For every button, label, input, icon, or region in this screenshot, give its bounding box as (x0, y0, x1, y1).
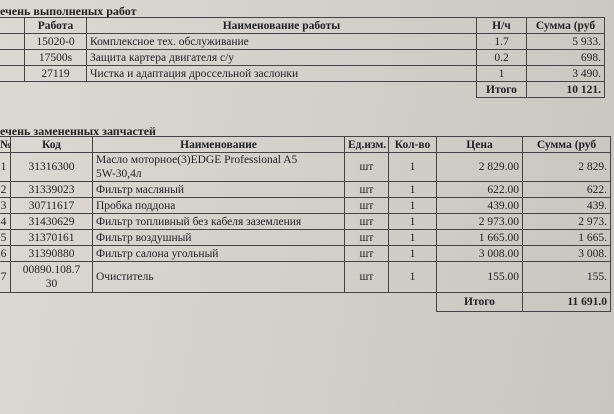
parts-header-unit: Ед.изм. (345, 137, 389, 153)
part-price: 2 829.00 (437, 153, 523, 182)
part-unit: шт (345, 153, 389, 182)
parts-header-number: № (0, 137, 11, 153)
part-number: 2 (0, 182, 11, 198)
parts-row (0, 262, 611, 293)
works-header-name: Наименование работы (87, 18, 477, 34)
parts-header-code: Код (11, 137, 93, 153)
part-number: 3 (0, 198, 11, 214)
works-header-code: Работа (25, 18, 87, 34)
part-code: 31316300 (11, 153, 93, 182)
work-code: 15020-0 (25, 34, 87, 50)
work-name: Чистка и адаптация дроссельной заслонки (87, 66, 477, 82)
part-number: 1 (0, 153, 11, 182)
parts-header-qty: Кол-во (389, 137, 437, 153)
part-sum: 3 008. (523, 246, 611, 262)
parts-row (0, 153, 611, 182)
work-name: Комплексное тех. обслуживание (87, 34, 477, 50)
part-unit: шт (345, 246, 389, 262)
works-table (0, 17, 605, 98)
part-code: 31370161 (11, 230, 93, 246)
work-sum: 698. (527, 50, 605, 66)
parts-total-value: 11 691.0 (523, 293, 611, 312)
part-qty: 1 (389, 182, 437, 198)
work-code: 17500s (25, 50, 87, 66)
part-qty: 1 (389, 246, 437, 262)
parts-total-label: Итого (437, 293, 523, 312)
works-header-hours: Н/ч (477, 18, 527, 34)
part-name: Масло моторное(3)EDGE Professional A5 5W-30,4л (93, 153, 345, 182)
works-section-title: ечень выполненых работ (0, 4, 137, 18)
work-hours: 1 (477, 66, 527, 82)
part-code: 31430629 (11, 214, 93, 230)
part-sum: 439. (523, 198, 611, 214)
part-qty: 1 (389, 214, 437, 230)
part-price: 439.00 (437, 198, 523, 214)
part-code: 31390880 (11, 246, 93, 262)
part-name: Фильтр масляный (93, 182, 345, 198)
part-unit: шт (345, 182, 389, 198)
part-number: 6 (0, 246, 11, 262)
part-sum: 2 973. (523, 214, 611, 230)
work-hours: 0.2 (477, 50, 527, 66)
part-sum: 1 665. (523, 230, 611, 246)
part-qty: 1 (389, 262, 437, 293)
part-sum: 155. (523, 262, 611, 293)
works-header-row (0, 18, 605, 34)
part-name: Фильтр салона угольный (93, 246, 345, 262)
works-row (0, 50, 605, 66)
part-sum: 2 829. (523, 153, 611, 182)
part-code: 00890.108.7 30 (11, 262, 93, 293)
parts-row (0, 230, 611, 246)
part-number: 4 (0, 214, 11, 230)
part-name: Фильтр воздушный (93, 230, 345, 246)
parts-header-price: Цена (437, 137, 523, 153)
works-row (0, 34, 605, 50)
works-total-row (0, 82, 605, 98)
part-qty: 1 (389, 153, 437, 182)
parts-row (0, 198, 611, 214)
parts-table (0, 136, 611, 312)
part-code: 31339023 (11, 182, 93, 198)
part-name: Очиститель (93, 262, 345, 293)
part-code: 30711617 (11, 198, 93, 214)
work-sum: 5 933. (527, 34, 605, 50)
part-number: 5 (0, 230, 11, 246)
parts-total-row (0, 293, 611, 312)
part-unit: шт (345, 262, 389, 293)
work-hours: 1.7 (477, 34, 527, 50)
works-total-value: 10 121. (527, 82, 605, 98)
parts-header-sum: Сумма (руб (523, 137, 611, 153)
part-unit: шт (345, 214, 389, 230)
part-price: 2 973.00 (437, 214, 523, 230)
work-code: 27119 (25, 66, 87, 82)
part-price: 3 008.00 (437, 246, 523, 262)
work-name: Защита картера двигателя с/у (87, 50, 477, 66)
part-price: 622.00 (437, 182, 523, 198)
part-name: Пробка поддона (93, 198, 345, 214)
works-total-label: Итого (477, 82, 527, 98)
works-header-number (0, 18, 25, 34)
part-price: 1 665.00 (437, 230, 523, 246)
part-unit: шт (345, 230, 389, 246)
works-row (0, 66, 605, 82)
part-qty: 1 (389, 198, 437, 214)
part-qty: 1 (389, 230, 437, 246)
part-number: 7 (0, 262, 11, 293)
work-sum: 3 490. (527, 66, 605, 82)
parts-header-row (0, 137, 611, 153)
part-name: Фильтр топливный без кабеля заземления (93, 214, 345, 230)
works-header-sum: Сумма (руб (527, 18, 605, 34)
part-price: 155.00 (437, 262, 523, 293)
part-sum: 622. (523, 182, 611, 198)
parts-header-name: Наименование (93, 137, 345, 153)
parts-row (0, 246, 611, 262)
parts-row (0, 214, 611, 230)
part-unit: шт (345, 198, 389, 214)
parts-section-title: ечень замененных запчастей (0, 124, 156, 138)
parts-row (0, 182, 611, 198)
